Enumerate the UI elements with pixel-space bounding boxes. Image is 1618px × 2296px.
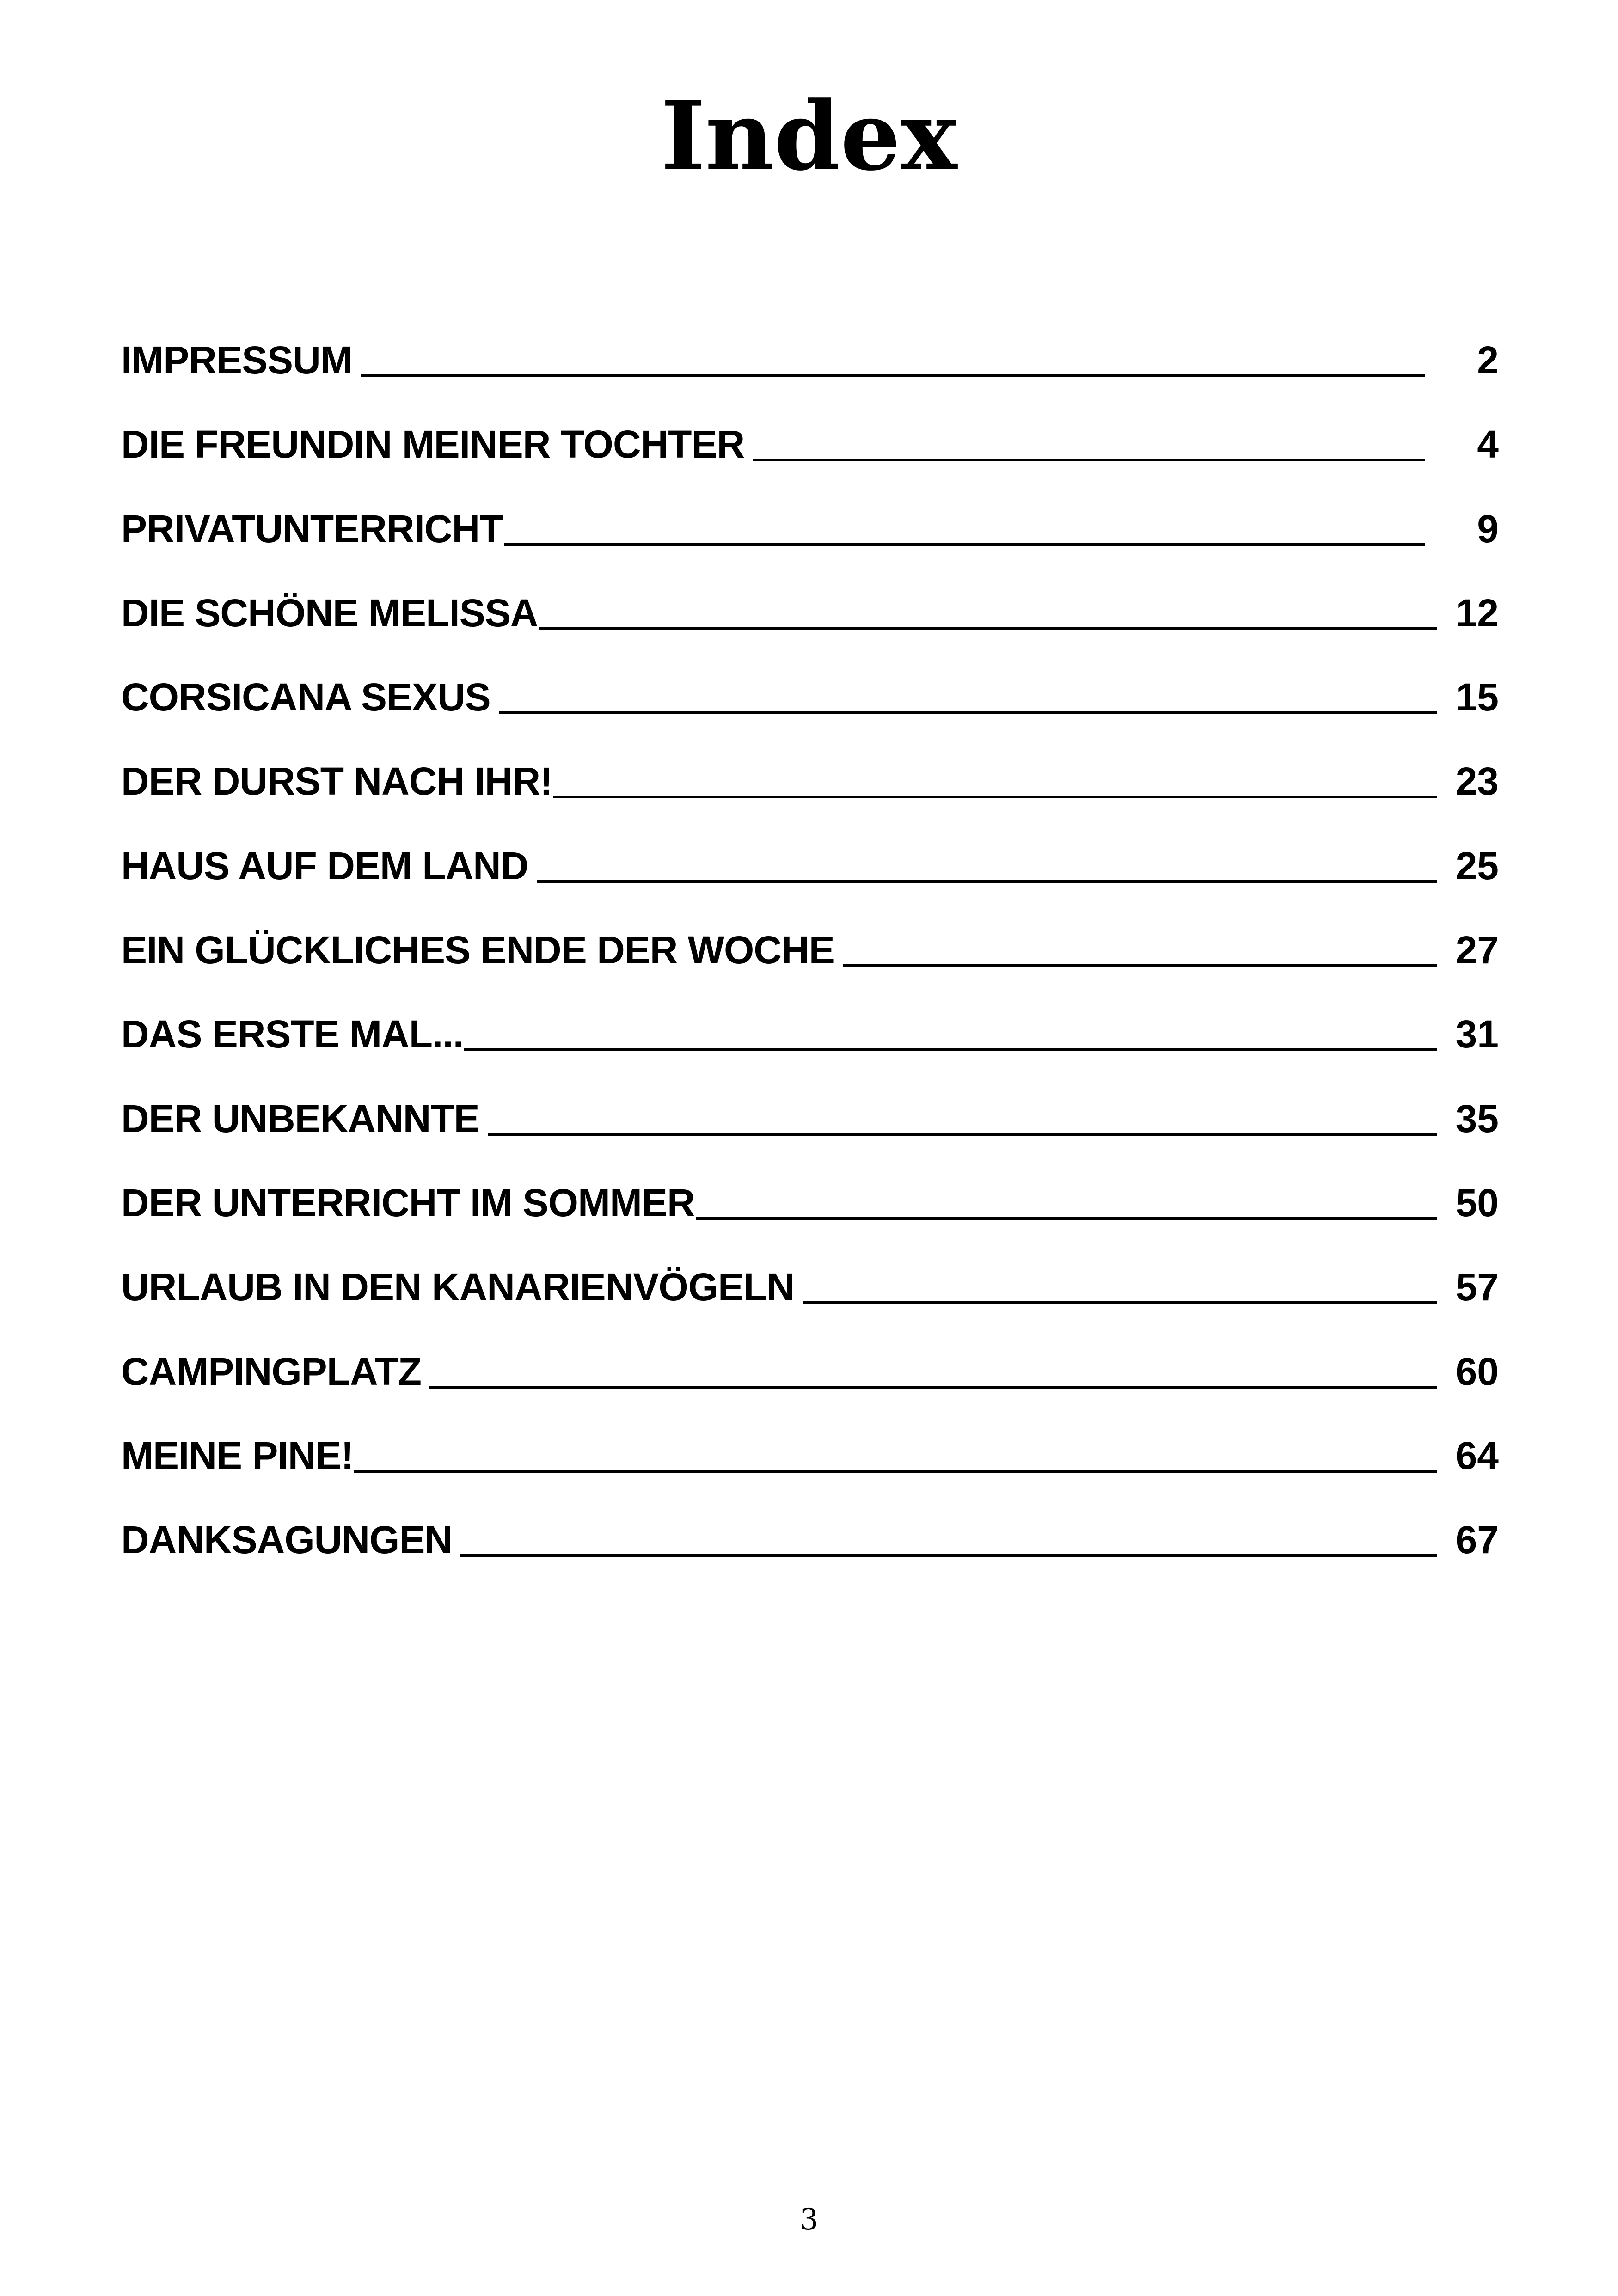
toc-leader-line: [460, 1554, 1437, 1557]
toc-entry-page: 50: [1455, 1181, 1499, 1225]
table-of-contents: [121, 330, 1499, 1594]
toc-entry-page: 27: [1455, 928, 1499, 972]
toc-entry-title: DIE FREUNDIN MEINER TOCHTER: [121, 422, 745, 466]
toc-entry-das-erste-mal[interactable]: [121, 1004, 1499, 1088]
toc-entry-privatunterricht[interactable]: [121, 499, 1499, 583]
toc-entry-title: URLAUB IN DEN KANARIENVÖGELN: [121, 1265, 795, 1309]
toc-entry-title: DAS ERSTE MAL...: [121, 1012, 464, 1056]
toc-leader-line: [354, 1470, 1437, 1473]
toc-entry-title: IMPRESSUM: [121, 338, 352, 382]
toc-entry-page: 4: [1477, 422, 1499, 466]
toc-entry-title: EIN GLÜCKLICHES ENDE DER WOCHE: [121, 928, 834, 972]
toc-entry-der-durst-nach-ihr[interactable]: [121, 751, 1499, 835]
toc-entry-title: DER UNTERRICHT IM SOMMER: [121, 1181, 695, 1225]
toc-entry-urlaub-in-den-kanarienvoegeln[interactable]: [121, 1257, 1499, 1341]
page-number: 3: [799, 2203, 819, 2237]
toc-entry-page: 25: [1455, 844, 1499, 888]
toc-leader-line: [429, 1386, 1437, 1389]
toc-entry-page: 64: [1455, 1433, 1499, 1477]
toc-entry-page: 67: [1455, 1518, 1499, 1562]
toc-entry-page: 15: [1455, 675, 1499, 719]
toc-entry-title: DER DURST NACH IHR!: [121, 759, 552, 803]
toc-entry-page: 9: [1477, 507, 1499, 551]
toc-leader-line: [753, 459, 1425, 461]
toc-entry-meine-pine[interactable]: [121, 1426, 1499, 1510]
toc-leader-line: [464, 1048, 1437, 1051]
toc-entry-title: PRIVATUNTERRICHT: [121, 507, 503, 551]
toc-entry-page: 60: [1455, 1349, 1499, 1393]
toc-entry-die-freundin-meiner-tochter[interactable]: [121, 414, 1499, 498]
toc-leader-line: [361, 374, 1425, 377]
toc-entry-title: HAUS AUF DEM LAND: [121, 844, 528, 888]
toc-entry-page: 23: [1455, 759, 1499, 803]
page-title: Index: [661, 81, 957, 192]
toc-entry-die-schoene-melissa[interactable]: [121, 583, 1499, 667]
toc-leader-line: [499, 711, 1437, 714]
toc-entry-page: 2: [1477, 338, 1499, 382]
toc-entry-title: DANKSAGUNGEN: [121, 1518, 453, 1562]
toc-entry-page: 35: [1455, 1096, 1499, 1140]
toc-entry-campingplatz[interactable]: [121, 1341, 1499, 1426]
toc-entry-page: 12: [1455, 591, 1499, 635]
toc-leader-line: [537, 880, 1437, 883]
toc-entry-haus-auf-dem-land[interactable]: [121, 836, 1499, 920]
toc-leader-line: [504, 543, 1425, 546]
toc-entry-page: 31: [1455, 1012, 1499, 1056]
toc-entry-title: DIE SCHÖNE MELISSA: [121, 591, 538, 635]
toc-leader-line: [803, 1301, 1437, 1304]
toc-leader-line: [553, 796, 1437, 798]
toc-entry-der-unterricht-im-sommer[interactable]: [121, 1173, 1499, 1257]
toc-leader-line: [843, 964, 1437, 967]
toc-entry-ein-glueckliches-ende-der-woche[interactable]: [121, 920, 1499, 1004]
toc-entry-title: MEINE PINE!: [121, 1433, 354, 1477]
toc-leader-line: [539, 627, 1437, 630]
toc-entry-title: CORSICANA SEXUS: [121, 675, 490, 719]
toc-entry-impressum[interactable]: [121, 330, 1499, 414]
toc-entry-title: DER UNBEKANNTE: [121, 1096, 479, 1140]
toc-entry-corsicana-sexus[interactable]: [121, 667, 1499, 751]
toc-entry-der-unbekannte[interactable]: [121, 1089, 1499, 1173]
toc-entry-title: CAMPINGPLATZ: [121, 1349, 422, 1393]
toc-entry-page: 57: [1455, 1265, 1499, 1309]
toc-leader-line: [488, 1133, 1437, 1136]
toc-leader-line: [696, 1217, 1437, 1220]
toc-entry-danksagungen[interactable]: [121, 1510, 1499, 1594]
